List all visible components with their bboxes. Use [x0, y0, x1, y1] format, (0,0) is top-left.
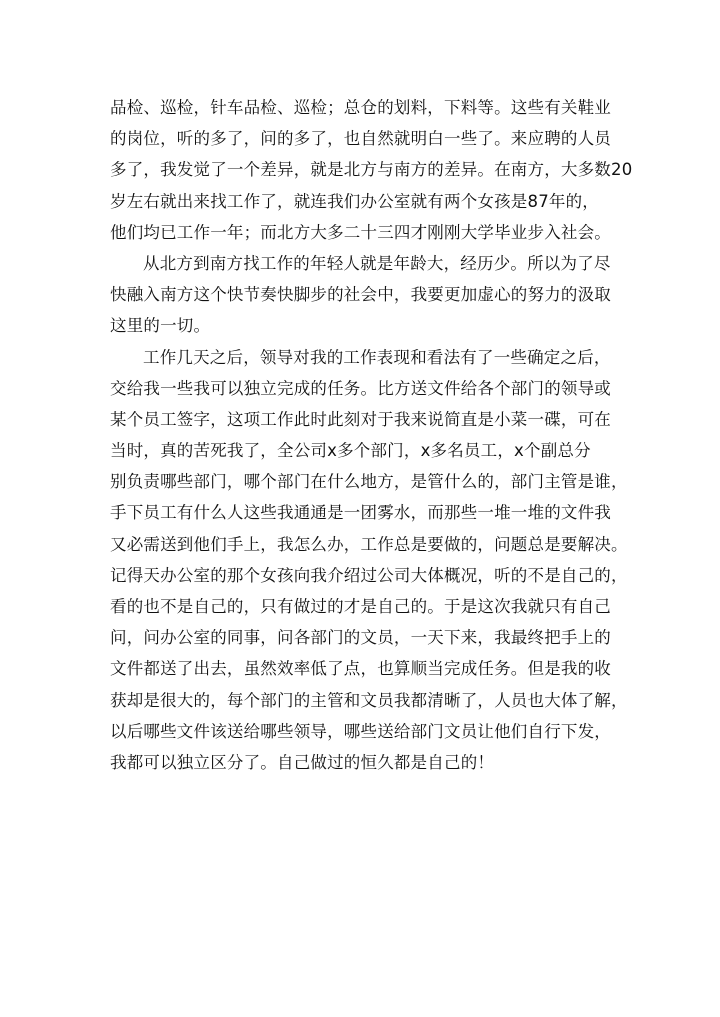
text-line: 文件都送了出去，虽然效率低了点，也算顺当完成任务。但是我的收: [110, 659, 611, 679]
text-line: 当时，真的苦死我了，全公司x多个部门，x多名员工，x个副总分: [110, 441, 591, 461]
text-line: 我都可以独立区分了。自己做过的恒久都是自己的！: [110, 752, 495, 772]
text-line: 这里的一切。: [110, 316, 211, 336]
text-line: 某个员工签字，这项工作此时此刻对于我来说简直是小菜一碟，可在: [110, 409, 611, 429]
text-line: 交给我一些我可以独立完成的任务。比方送文件给各个部门的领导或: [110, 378, 611, 398]
text-line: 手下员工有什么人这些我通通是一团雾水，而那些一堆一堆的文件我: [110, 503, 611, 523]
text-line: 获却是很大的，每个部门的主管和文员我都清晰了，人员也大体了解，: [110, 690, 628, 710]
text-line: 从北方到南方找工作的年轻人就是年龄大，经历少。所以为了尽: [143, 253, 611, 273]
text-line: 记得天办公室的那个女孩向我介绍过公司大体概况，听的不是自己的，: [110, 565, 628, 585]
text-line: 又必需送到他们手上，我怎么办，工作总是要做的，问题总是要解决。: [110, 534, 628, 554]
text-line: 快融入南方这个快节奏快脚步的社会中，我要更加虚心的努力的汲取: [110, 285, 611, 305]
text-line: 品检、巡检，针车品检、巡检；总仓的划料，下料等。这些有关鞋业: [110, 98, 611, 117]
text-line: 工作几天之后，领导对我的工作表现和看法有了一些确定之后，: [143, 347, 611, 367]
text-line: 看的也不是自己的，只有做过的才是自己的。于是这次我就只有自己: [110, 597, 611, 616]
text-line: 以后哪些文件该送给哪些领导，哪些送给部门文员让他们自行下发，: [110, 721, 611, 741]
text-line: 他们均已工作一年；而北方大多二十三四才刚刚大学毕业步入社会。: [110, 222, 611, 242]
text-line: 的岗位，听的多了，问的多了，也自然就明白一些了。来应聘的人员: [110, 129, 611, 149]
text-line: 别负责哪些部门，哪个部门在什么地方，是管什么的，部门主管是谁，: [110, 472, 628, 492]
text-line: 岁左右就出来找工作了，就连我们办公室就有两个女孩是87年的，: [110, 191, 599, 211]
document-body: [110, 92, 633, 778]
text-line: 多了，我发觉了一个差异，就是北方与南方的差异。在南方，大多数20: [110, 160, 633, 180]
text-line: 问，问办公室的同事，问各部门的文员，一天下来，我最终把手上的: [110, 628, 611, 648]
